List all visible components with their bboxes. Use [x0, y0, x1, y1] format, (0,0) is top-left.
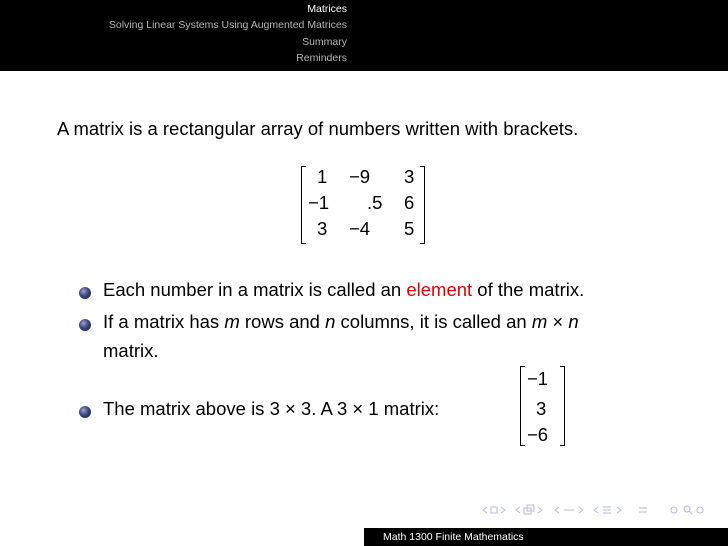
matrix-cell: −4: [349, 218, 371, 239]
matrix-cell: −6: [527, 424, 549, 445]
document-back-icon[interactable]: [594, 507, 598, 513]
alert-term: element: [406, 279, 473, 300]
nav-section-matrices[interactable]: Matrices: [307, 3, 347, 15]
bullet-icon: [79, 287, 91, 299]
appendix-icon[interactable]: [639, 508, 647, 512]
matrix-cell: −1: [527, 368, 549, 389]
frame-forward-icon[interactable]: [501, 507, 505, 513]
matrix-cell: −9: [349, 166, 371, 187]
matrix-cell: 3: [536, 398, 547, 419]
matrix-right-bracket: [560, 366, 565, 446]
footer-course-title: Math 1300 Finite Mathematics: [383, 531, 524, 543]
matrix-cell: 6: [404, 192, 415, 213]
header-bar: [0, 0, 728, 71]
footer-bar: [364, 528, 728, 546]
matrix-cell: 3: [317, 218, 328, 239]
matrix-cell: −1: [308, 192, 330, 213]
bullet-icon: [79, 319, 91, 331]
matrix-cell: 3: [404, 166, 415, 187]
beamer-navigation-controls: [481, 503, 711, 517]
bullet-3x1-example: The matrix above is 3 × 3. A 3 × 1 matrix:: [103, 398, 440, 419]
bullet-element-definition: [103, 279, 584, 301]
bullet-text: Each number in a matrix is called an: [103, 279, 407, 300]
search-forward-icon[interactable]: [697, 507, 703, 513]
intro-text: A matrix is a rectangular array of numbers written with brackets.: [57, 118, 579, 139]
matrix-left-bracket: [520, 366, 525, 446]
matrix-left-bracket: [301, 166, 306, 244]
frame-icon[interactable]: [491, 507, 497, 513]
search-icon[interactable]: [684, 506, 692, 514]
subsection-icon[interactable]: [524, 505, 534, 514]
matrix-cell: 5: [404, 218, 415, 239]
section-back-icon[interactable]: [555, 507, 559, 513]
nav-section-solving-linear-systems[interactable]: Solving Linear Systems Using Augmented Matrices: [108, 19, 347, 31]
matrix-right-bracket: [420, 166, 425, 244]
header-right-panel: [364, 0, 728, 71]
math-var: n: [568, 311, 579, 332]
matrix-cell: .5: [367, 192, 383, 213]
document-forward-icon[interactable]: [617, 507, 621, 513]
bullet-text: rows and: [239, 311, 326, 332]
math-var: n: [325, 311, 336, 332]
nav-section-reminders[interactable]: Reminders: [296, 52, 347, 64]
math-var: m: [531, 311, 548, 332]
document-icon[interactable]: [603, 507, 611, 513]
section-forward-icon[interactable]: [579, 507, 583, 513]
nav-section-summary[interactable]: Summary: [302, 36, 347, 48]
search-back-icon[interactable]: [671, 507, 677, 513]
bullet-text: of the matrix.: [472, 279, 585, 300]
frame-back-icon[interactable]: [483, 507, 487, 513]
subsection-back-icon[interactable]: [516, 507, 520, 513]
bullet-matrix-dimensions: [103, 311, 579, 333]
bullet-matrix-dimensions-line2: matrix.: [103, 340, 159, 361]
bullet-text: If a matrix has: [103, 311, 225, 332]
bullet-icon: [79, 406, 91, 418]
bullet-text: columns, it is called an: [335, 311, 532, 332]
subsection-forward-icon[interactable]: [538, 507, 542, 513]
matrix-cell: 1: [317, 166, 328, 187]
math-times: ×: [547, 311, 569, 332]
math-var: m: [224, 311, 240, 332]
